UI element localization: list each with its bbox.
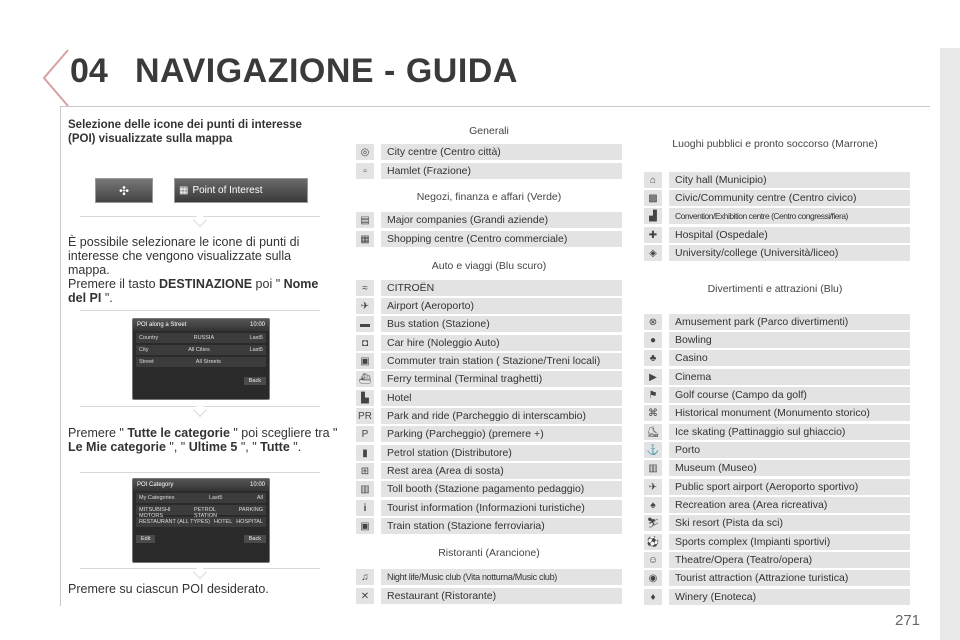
section-title-auto: Auto e viaggi (Blu scuro) <box>431 260 547 272</box>
poi-item: Ski resort (Pista da sci) <box>669 515 910 531</box>
hospital-icon: ✚ <box>644 227 662 243</box>
poi-item: CITROËN <box>381 280 622 296</box>
museum-icon: ▥ <box>644 460 662 476</box>
rest-area-icon: ⊞ <box>356 463 374 479</box>
poi-item: University/college (Università/liceo) <box>669 245 910 261</box>
chapter-number: 04 <box>70 52 108 90</box>
toll-icon: ▥ <box>356 481 374 497</box>
section-title-luoghi: Luoghi pubblici e pronto soccorso (Marrone) <box>672 138 878 150</box>
nightlife-icon: ♫ <box>356 569 374 585</box>
poi-item: Convention/Exhibition centre (Centro congressi/fiera) <box>669 208 910 224</box>
poi-item: Golf course (Campo da golf) <box>669 387 910 403</box>
paragraph-intro: È possibile selezionare le icone di punti di interesse che vengono visualizzate sulla mappa. <box>68 235 300 277</box>
recreation-icon: ♠ <box>644 497 662 513</box>
bus-icon: ▬ <box>356 316 374 332</box>
poi-item: Ice skating (Pattinaggio sul ghiaccio) <box>669 424 910 440</box>
golf-icon: ⚑ <box>644 387 662 403</box>
poi-icon: ▦ <box>179 185 189 196</box>
screenshot-poi-category: POI Category 10:00 My Categories Last5 All MITSUBISHI MOTORS PETROL STATION PARKING RESTAURANT (ALL TYPES) HOTEL HOSPITAL Edit Back <box>132 478 270 563</box>
convention-icon: ▟ <box>644 208 662 224</box>
hotel-icon: ▙ <box>356 390 374 406</box>
info-icon: i <box>356 500 374 516</box>
poi-item: Parking (Parcheggio) (premere +) <box>381 426 622 442</box>
poi-item: Sports complex (Impianti sportivi) <box>669 534 910 550</box>
screenshot-poi-street: POI along a Street 10:00 Country RUSSIA Last5 City All Cities Last5 Street All Streets Back <box>132 318 270 400</box>
page-number: 271 <box>895 612 921 629</box>
separator <box>80 568 320 569</box>
poi-item: Night life/Music club (Vita notturna/Music club) <box>381 569 622 585</box>
petrol-icon: ▮ <box>356 445 374 461</box>
separator <box>80 406 320 407</box>
train-icon: ▣ <box>356 353 374 369</box>
parking-icon: P <box>356 426 374 442</box>
poi-item: Amusement park (Parco divertimenti) <box>669 314 910 330</box>
restaurant-icon: ✕ <box>356 588 374 604</box>
poi-item: Major companies (Grandi aziende) <box>381 212 622 228</box>
poi-item: Ferry terminal (Terminal traghetti) <box>381 371 622 387</box>
separator <box>80 310 320 311</box>
section-title-divertimenti: Divertimenti e attrazioni (Blu) <box>707 283 843 295</box>
poi-item: Historical monument (Monumento storico) <box>669 405 910 421</box>
chapter-chevron-icon <box>40 48 70 108</box>
poi-item: Commuter train station ( Stazione/Treni locali) <box>381 353 622 369</box>
citroen-icon: ≈ <box>356 280 374 296</box>
ice-skating-icon: ⛸ <box>644 424 662 440</box>
separator <box>80 472 320 473</box>
theatre-icon: ☺ <box>644 552 662 568</box>
section-title-negozi: Negozi, finanza e affari (Verde) <box>416 191 562 203</box>
poi-item: Restaurant (Ristorante) <box>381 588 622 604</box>
bowling-icon: ● <box>644 332 662 348</box>
airport-icon: ✈ <box>356 298 374 314</box>
poi-item: Porto <box>669 442 910 458</box>
port-icon: ⚓ <box>644 442 662 458</box>
cinema-icon: ▶ <box>644 369 662 385</box>
civic-centre-icon: ▩ <box>644 190 662 206</box>
page-title: NAVIGAZIONE - GUIDA <box>135 52 518 90</box>
crosshair-icon: ✣ <box>118 183 130 198</box>
sports-complex-icon: ⚽ <box>644 534 662 550</box>
side-strip <box>940 48 960 640</box>
ferry-icon: ⛴ <box>356 371 374 387</box>
poi-item: Recreation area (Area ricreativa) <box>669 497 910 513</box>
tourist-attraction-icon: ◉ <box>644 570 662 586</box>
university-icon: ◈ <box>644 245 662 261</box>
poi-button-label: Point of Interest <box>192 185 263 196</box>
park-ride-icon: PR <box>356 408 374 424</box>
city-centre-icon: ◎ <box>356 144 374 160</box>
poi-item: Petrol station (Distributore) <box>381 445 622 461</box>
poi-item: Tourist attraction (Attrazione turistica) <box>669 570 910 586</box>
poi-item: Bowling <box>669 332 910 348</box>
poi-item: Cinema <box>669 369 910 385</box>
poi-item: Bus station (Stazione) <box>381 316 622 332</box>
shopping-icon: ▦ <box>356 231 374 247</box>
poi-item: Casino <box>669 350 910 366</box>
poi-item: Rest area (Area di sosta) <box>381 463 622 479</box>
poi-item: Toll booth (Stazione pagamento pedaggio) <box>381 481 622 497</box>
poi-item: City centre (Centro città) <box>381 144 622 160</box>
paragraph-instruction-3: Premere su ciascun POI desiderato. <box>68 582 269 596</box>
amusement-park-icon: ⊗ <box>644 314 662 330</box>
poi-item: Hotel <box>381 390 622 406</box>
company-icon: ▤ <box>356 212 374 228</box>
ski-icon: ⛷ <box>644 515 662 531</box>
poi-item: Car hire (Noleggio Auto) <box>381 335 622 351</box>
section-heading: Selezione delle icone dei punti di interesse (POI) visualizzate sulla mappa <box>68 119 302 145</box>
train-station-icon: ▣ <box>356 518 374 534</box>
city-hall-icon: ⌂ <box>644 172 662 188</box>
winery-icon: ♦ <box>644 589 662 605</box>
paragraph-instruction-1: Premere il tasto DESTINAZIONE poi " Nome del PI ". <box>68 277 319 305</box>
poi-item: Tourist information (Informazioni turistiche) <box>381 500 622 516</box>
separator <box>80 216 320 217</box>
hamlet-icon: ▫ <box>356 163 374 179</box>
section-title-ristoranti: Ristoranti (Arancione) <box>438 547 540 559</box>
car-icon: ◘ <box>356 335 374 351</box>
paragraph-instruction-2: Premere " Tutte le categorie " poi scegliere tra " Le Mie categorie ", " Ultime 5 ", " Tutte ". <box>68 426 338 454</box>
map-menu-button[interactable] <box>95 178 153 203</box>
poi-button[interactable] <box>174 178 308 203</box>
poi-item: City hall (Municipio) <box>669 172 910 188</box>
monument-icon: ⌘ <box>644 405 662 421</box>
casino-icon: ♣ <box>644 350 662 366</box>
sport-airport-icon: ✈ <box>644 479 662 495</box>
poi-item: Park and ride (Parcheggio di interscambio) <box>381 408 622 424</box>
poi-item: Civic/Community centre (Centro civico) <box>669 190 910 206</box>
poi-item: Theatre/Opera (Teatro/opera) <box>669 552 910 568</box>
poi-item: Museum (Museo) <box>669 460 910 476</box>
poi-item: Public sport airport (Aeroporto sportivo) <box>669 479 910 495</box>
poi-item: Hamlet (Frazione) <box>381 163 622 179</box>
poi-item: Hospital (Ospedale) <box>669 227 910 243</box>
poi-item: Train station (Stazione ferroviaria) <box>381 518 622 534</box>
poi-item: Shopping centre (Centro commerciale) <box>381 231 622 247</box>
poi-item: Airport (Aeroporto) <box>381 298 622 314</box>
poi-item: Winery (Enoteca) <box>669 589 910 605</box>
section-title-generali: Generali <box>469 125 509 137</box>
